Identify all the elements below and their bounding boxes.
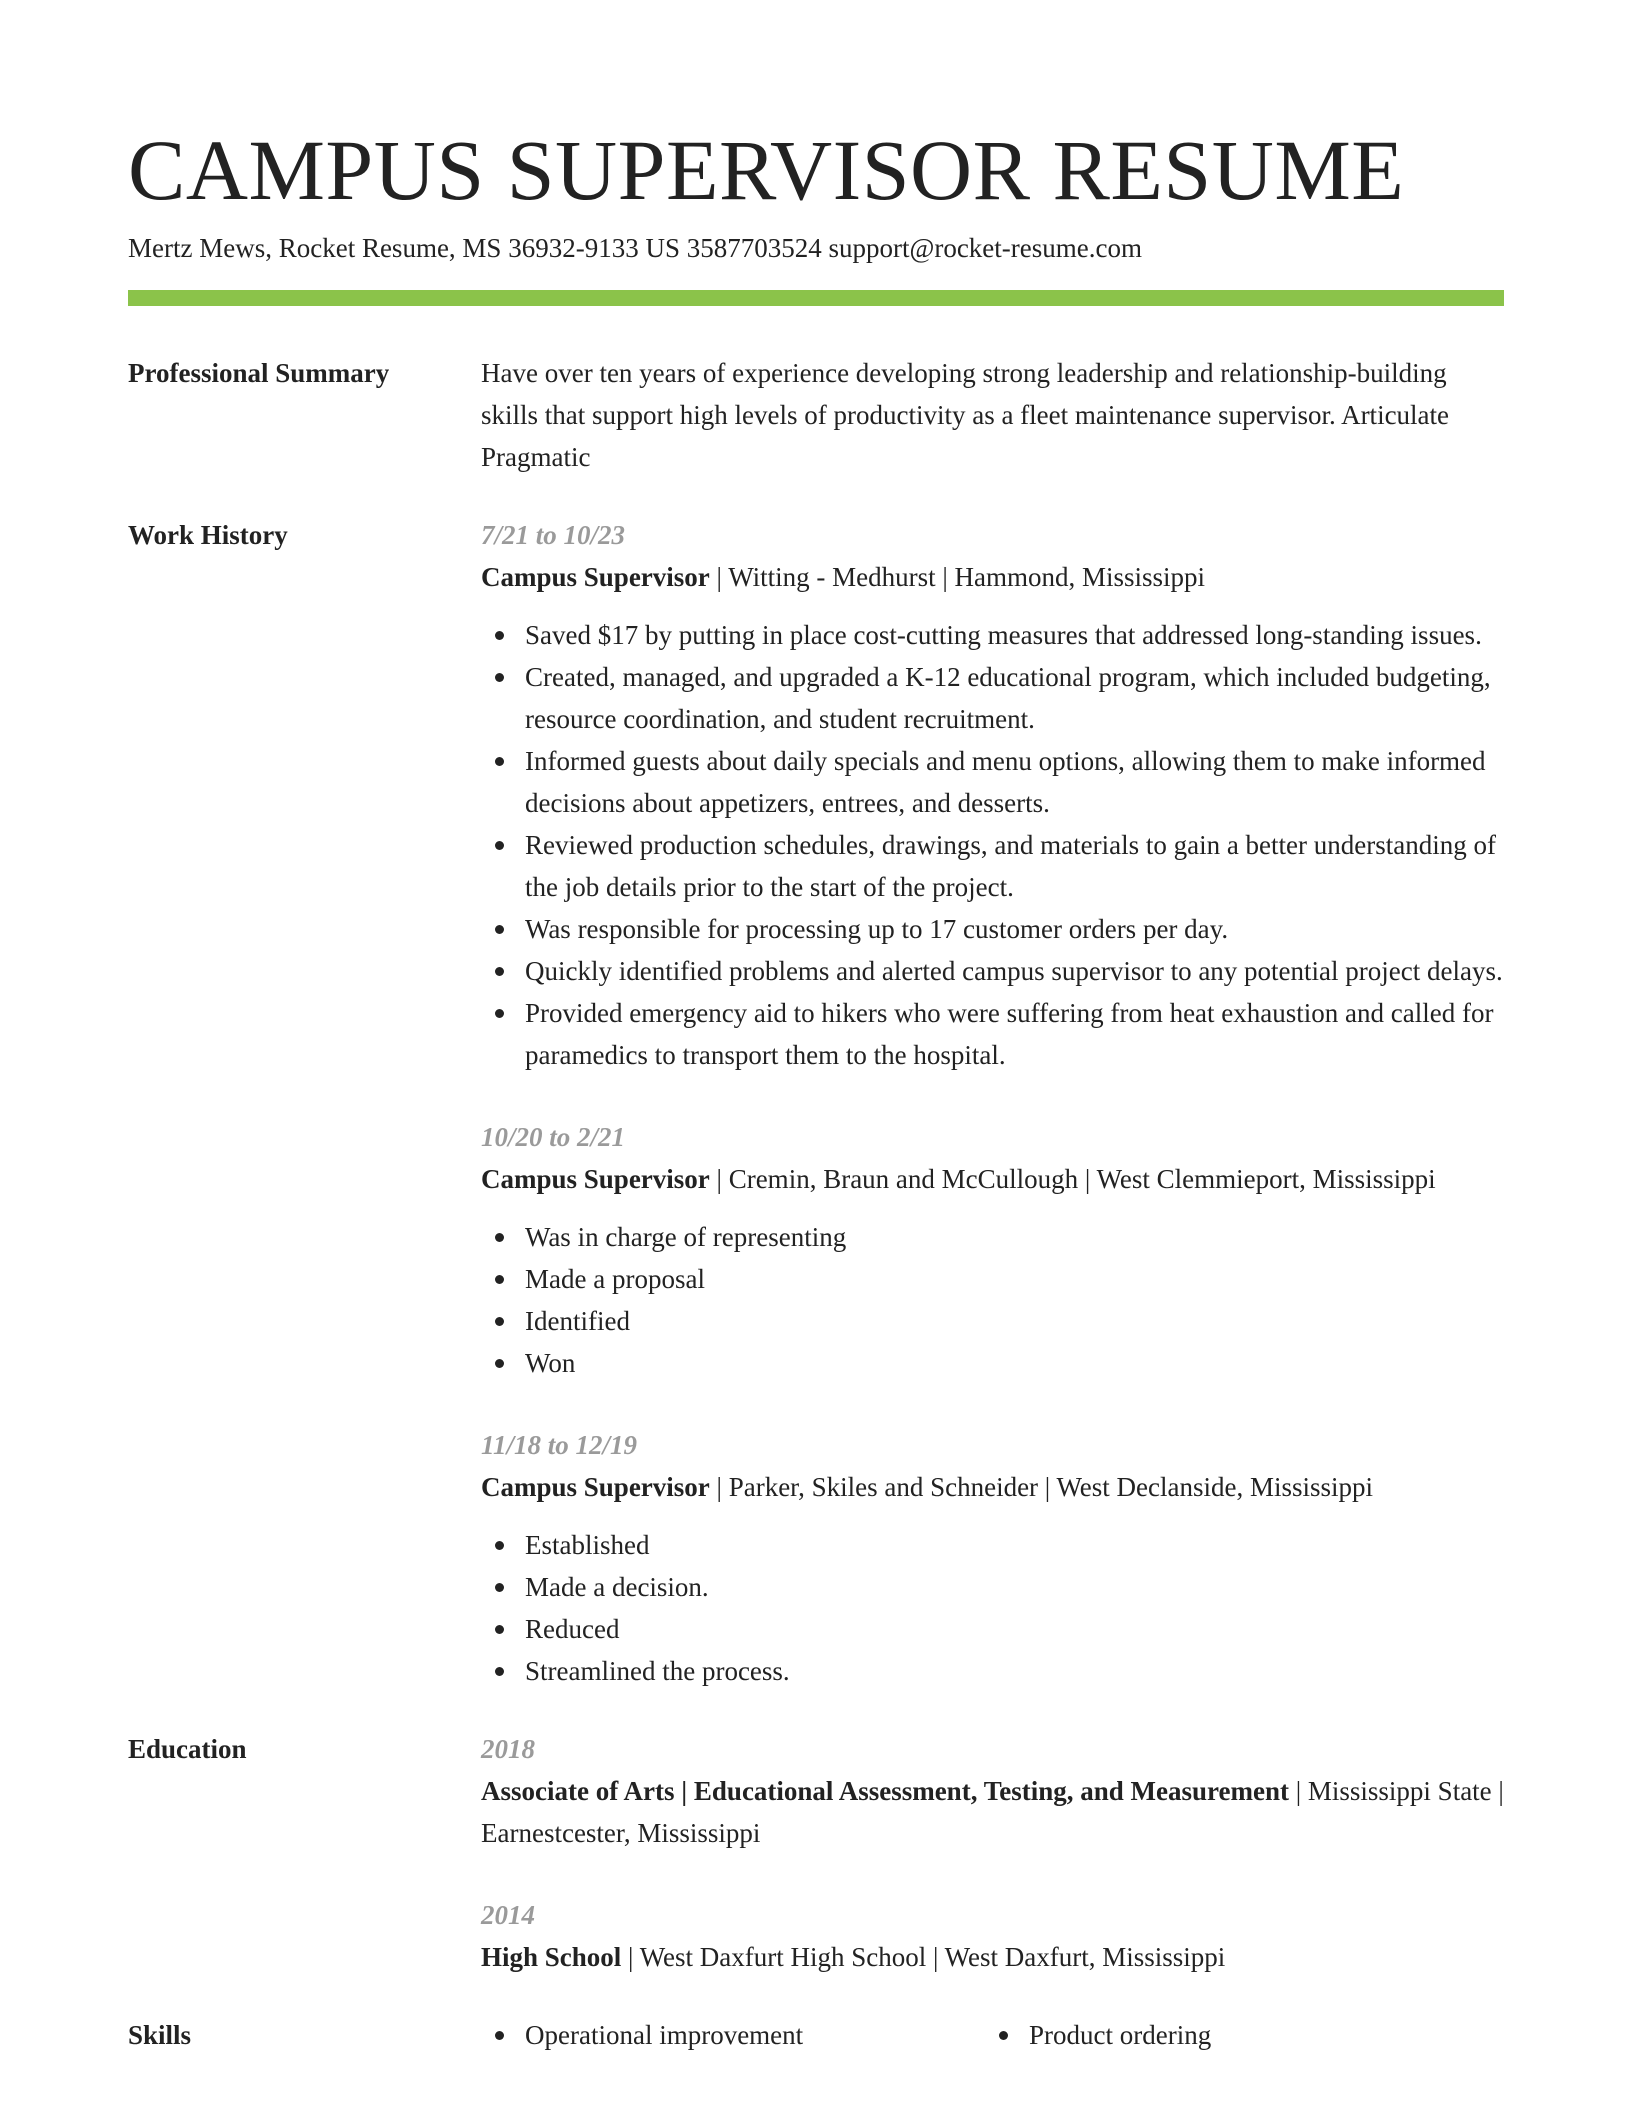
list-item (525, 1300, 1504, 1342)
skills-list (481, 2014, 1504, 2056)
page-title: CAMPUS SUPERVISOR RESUME (128, 122, 1405, 218)
list-item (525, 824, 1504, 908)
education-entry-date: 2014 (481, 1900, 535, 1930)
work-entry-date: 7/21 to 10/23 (481, 520, 626, 550)
list-item-text: Was in charge of representing (525, 1222, 847, 1252)
bullet-icon (495, 1317, 504, 1326)
bullet-icon (495, 967, 504, 976)
list-item (525, 1524, 1504, 1566)
list-item-text: Made a decision. (525, 1572, 709, 1602)
list-item (525, 1650, 1504, 1692)
bullet-icon (495, 1667, 504, 1676)
bullet-icon (495, 1583, 504, 1592)
list-item-text: Informed guests about daily specials and menu options, allowing them to make informed decisions about appetizers, entrees, and desserts. (525, 746, 1486, 818)
bullet-icon (495, 1009, 504, 1018)
list-item-text: Saved $17 by putting in place cost-cutting measures that addressed long-standing issues. (525, 620, 1482, 650)
section-label-education: Education (128, 1734, 247, 1764)
bullet-icon (495, 631, 504, 640)
bullet-icon (495, 1275, 504, 1284)
list-item-text: Identified (525, 1306, 630, 1336)
skill-item-text: Operational improvement (525, 2020, 804, 2050)
list-item-text: Reviewed production schedules, drawings, and materials to gain a better understanding of the job details prior to the start of the project. (525, 830, 1496, 902)
list-item-text: Provided emergency aid to hikers who were suffering from heat exhaustion and called for paramedics to transport them to the hospital. (525, 998, 1494, 1070)
education-entry (481, 1894, 1504, 1978)
education-entry-details: | Mississippi State | Earnestcester, Mississippi (481, 1776, 1504, 1848)
work-entry-title: Campus Supervisor (481, 1472, 710, 1502)
work-history-section (128, 514, 1504, 1692)
list-item (525, 950, 1504, 992)
work-entry-title: Campus Supervisor (481, 562, 710, 592)
list-item (525, 1342, 1504, 1384)
contact-line: Mertz Mews, Rocket Resume, MS 36932-9133 US 3587703524 support@rocket-resume.com (128, 233, 1142, 263)
section-label-work-history: Work History (128, 520, 288, 550)
list-item (525, 614, 1504, 656)
work-entry-role (481, 1466, 1504, 1508)
work-entry-role (481, 556, 1504, 598)
section-label-skills: Skills (128, 2020, 192, 2050)
bullet-icon (495, 841, 504, 850)
work-entry-date: 10/20 to 2/21 (481, 1122, 626, 1152)
list-item (525, 1566, 1504, 1608)
list-item (525, 1258, 1504, 1300)
bullet-icon (495, 1541, 504, 1550)
list-item (525, 908, 1504, 950)
work-entry (481, 1424, 1504, 1692)
bullet-icon (495, 925, 504, 934)
education-entry (481, 1728, 1504, 1854)
work-entry (481, 514, 1504, 1076)
list-item-text: Created, managed, and upgraded a K-12 educational program, which included budgeting, resource coordination, and student recruitment. (525, 662, 1491, 734)
list-item (525, 1608, 1504, 1650)
list-item-text: Quickly identified problems and alerted campus supervisor to any potential project delays. (525, 956, 1503, 986)
work-history-body (481, 514, 1504, 1692)
list-item (525, 1216, 1504, 1258)
skills-body (481, 2014, 1504, 2056)
bullet-icon (495, 1625, 504, 1634)
section-label-summary: Professional Summary (128, 358, 390, 388)
work-entry-details: | Parker, Skiles and Schneider | West Declanside, Mississippi (709, 1472, 1374, 1502)
summary-section (128, 352, 1504, 478)
skill-item-text: Product ordering (1029, 2020, 1212, 2050)
education-entry-degree-title: Associate of Arts | Educational Assessment, Testing, and Measurement (481, 1776, 1289, 1806)
bullet-icon (999, 2031, 1008, 2040)
bullet-icon (495, 1233, 504, 1242)
work-entry-details: | Cremin, Braun and McCullough | West Clemmieport, Mississippi (709, 1164, 1436, 1194)
work-entry-bullets (481, 614, 1504, 1076)
list-item-text: Streamlined the process. (525, 1656, 790, 1686)
list-item (525, 740, 1504, 824)
skill-item (525, 2014, 1029, 2056)
work-entry-role (481, 1158, 1504, 1200)
list-item-text: Reduced (525, 1614, 620, 1644)
skills-section (128, 2014, 1504, 2056)
work-entry-date: 11/18 to 12/19 (481, 1430, 638, 1460)
list-item-text: Won (525, 1348, 576, 1378)
list-item-text: Established (525, 1530, 650, 1560)
education-entry-degree-title: High School (481, 1942, 622, 1972)
list-item (525, 992, 1504, 1076)
education-section (128, 1728, 1504, 1978)
list-item-text: Made a proposal (525, 1264, 705, 1294)
accent-divider (128, 290, 1504, 306)
work-entry-bullets (481, 1524, 1504, 1692)
bullet-icon (495, 673, 504, 682)
education-entry-degree (481, 1936, 1504, 1978)
bullet-icon (495, 1359, 504, 1368)
work-entry (481, 1116, 1504, 1384)
work-entry-bullets (481, 1216, 1504, 1384)
education-entry-degree (481, 1770, 1504, 1854)
skill-item (1029, 2014, 1504, 2056)
work-entry-title: Campus Supervisor (481, 1164, 710, 1194)
education-entry-date: 2018 (481, 1734, 535, 1764)
education-entry-details: | West Daxfurt High School | West Daxfurt, Mississippi (621, 1942, 1226, 1972)
bullet-icon (495, 2031, 504, 2040)
list-item-text: Was responsible for processing up to 17 customer orders per day. (525, 914, 1229, 944)
bullet-icon (495, 757, 504, 766)
work-entry-details: | Witting - Medhurst | Hammond, Mississippi (709, 562, 1206, 592)
list-item (525, 656, 1504, 740)
summary-text: Have over ten years of experience developing strong leadership and relationship-building skills that support high levels of productivity as a fleet maintenance supervisor. Articulate Pragmatic (481, 358, 1450, 472)
education-body (481, 1728, 1504, 1978)
